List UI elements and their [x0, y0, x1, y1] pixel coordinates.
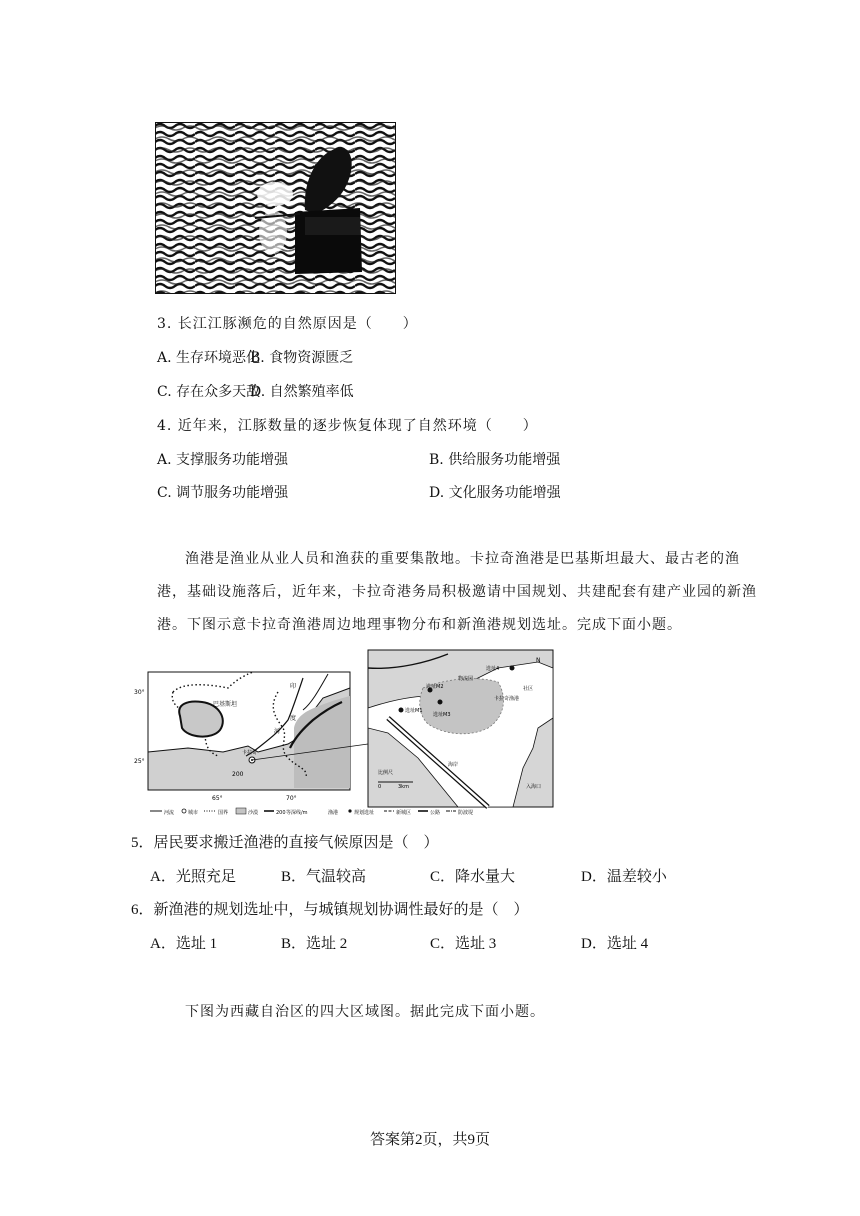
scale-zero: 0	[378, 784, 382, 790]
q6-option-a: A．选址 1	[150, 936, 218, 952]
legend-contour-unit: 等深线/m	[286, 810, 308, 816]
label-coast: 海岸	[448, 762, 459, 768]
label-yin: 印	[290, 683, 297, 690]
q5-option-d: D．温差较小	[581, 869, 667, 885]
q6-option-b: B．选址 2	[281, 936, 348, 952]
label-site-m2: 选址M2	[426, 684, 444, 690]
q5-option-a: A．光照充足	[150, 869, 236, 885]
q4-option-a: A. 支撑服务功能增强	[157, 452, 289, 468]
label-site-m1: 选址M1	[405, 708, 423, 714]
legend-road: 公路	[430, 810, 441, 816]
legend-desert: 沙漠	[248, 810, 259, 816]
label-site-m3: 选址M3	[433, 712, 451, 718]
lon-label-65: 65°	[212, 795, 223, 802]
page-footer: 答案第2页，共9页	[369, 1132, 490, 1148]
label-site4: 选址4	[486, 666, 500, 672]
q4-stem: 4. 近年来，江豚数量的逐步恢复体现了自然环境（ ）	[157, 418, 538, 434]
passage-fishing	[157, 543, 757, 642]
q3-option-c: C. 存在众多天敌	[157, 384, 261, 400]
dolphin-photo	[155, 122, 396, 294]
label-karachi: 卡拉奇	[242, 750, 258, 756]
label-he: 河	[274, 728, 281, 735]
label-du: 度	[290, 715, 297, 722]
label-community: 社区	[523, 686, 534, 692]
q3-option-b: B. 食物资源匮乏	[250, 350, 354, 366]
q5-option-c: C．降水量大	[430, 869, 516, 885]
q4-option-b: B. 供给服务功能增强	[429, 452, 561, 468]
q3-option-d: D. 自然繁殖率低	[250, 384, 354, 400]
legend-city: 城市	[188, 810, 199, 816]
q4-option-d: D. 文化服务功能增强	[429, 485, 561, 501]
label-estuary: 入海口	[526, 784, 542, 790]
karachi-map-figure	[128, 648, 558, 818]
contour-label-200: 200	[232, 771, 244, 778]
legend-port: 渔港	[328, 810, 339, 816]
q4-option-c: C. 调节服务功能增强	[157, 485, 289, 501]
right-map	[368, 650, 553, 807]
lon-label-70: 70°	[286, 795, 297, 802]
passage-tibet: 下图为西藏自治区的四大区域图。据此完成下面小题。	[185, 1004, 545, 1020]
scale-label: 比例尺	[378, 770, 394, 776]
passage-line-3: 港。下图示意卡拉奇渔港周边地理事物分布和新渔港规划选址。完成下面小题。	[157, 617, 682, 633]
left-map	[134, 672, 368, 802]
legend-border: 国界	[218, 810, 229, 816]
label-logistics: 物流园	[458, 676, 474, 682]
passage-line-2: 港，基础设施落后，近年来，卡拉奇港务局积极邀请中国规划、共建配套有建产业园的新渔	[157, 584, 757, 600]
q5-option-b: B．气温较高	[281, 869, 367, 885]
legend-new-district: 新城区	[396, 810, 412, 816]
legend-river: 河流	[164, 810, 175, 816]
q6-option-d: D．选址 4	[581, 936, 649, 952]
legend-contour-value: 200	[276, 810, 286, 816]
q3-stem: 3. 长江江豚濒危的自然原因是（ ）	[157, 316, 418, 332]
scale-3km: 3km	[398, 784, 409, 790]
north-arrow-label: N	[536, 657, 541, 664]
lat-label-30: 30°	[134, 689, 145, 696]
legend-breakwater: 防波堤	[458, 810, 474, 816]
q6-option-c: C．选址 3	[430, 936, 497, 952]
q6-stem: 6．新渔港的规划选址中，与城镇规划协调性最好的是（ ）	[131, 902, 529, 918]
label-karachi-port: 卡拉奇渔港	[494, 696, 520, 702]
map-legend	[150, 808, 473, 816]
q3-option-a: A. 生存环境恶化	[157, 350, 261, 366]
lat-label-25: 25°	[134, 758, 145, 765]
label-pakistan: 巴基斯坦	[213, 701, 238, 708]
q5-stem: 5．居民要求搬迁渔港的直接气候原因是（ ）	[131, 835, 439, 851]
legend-planned-site: 规划选址	[354, 810, 375, 816]
passage-line-1: 渔港是渔业从业人员和渔获的重要集散地。卡拉奇渔港是巴基斯坦最大、最古老的渔	[185, 551, 740, 567]
